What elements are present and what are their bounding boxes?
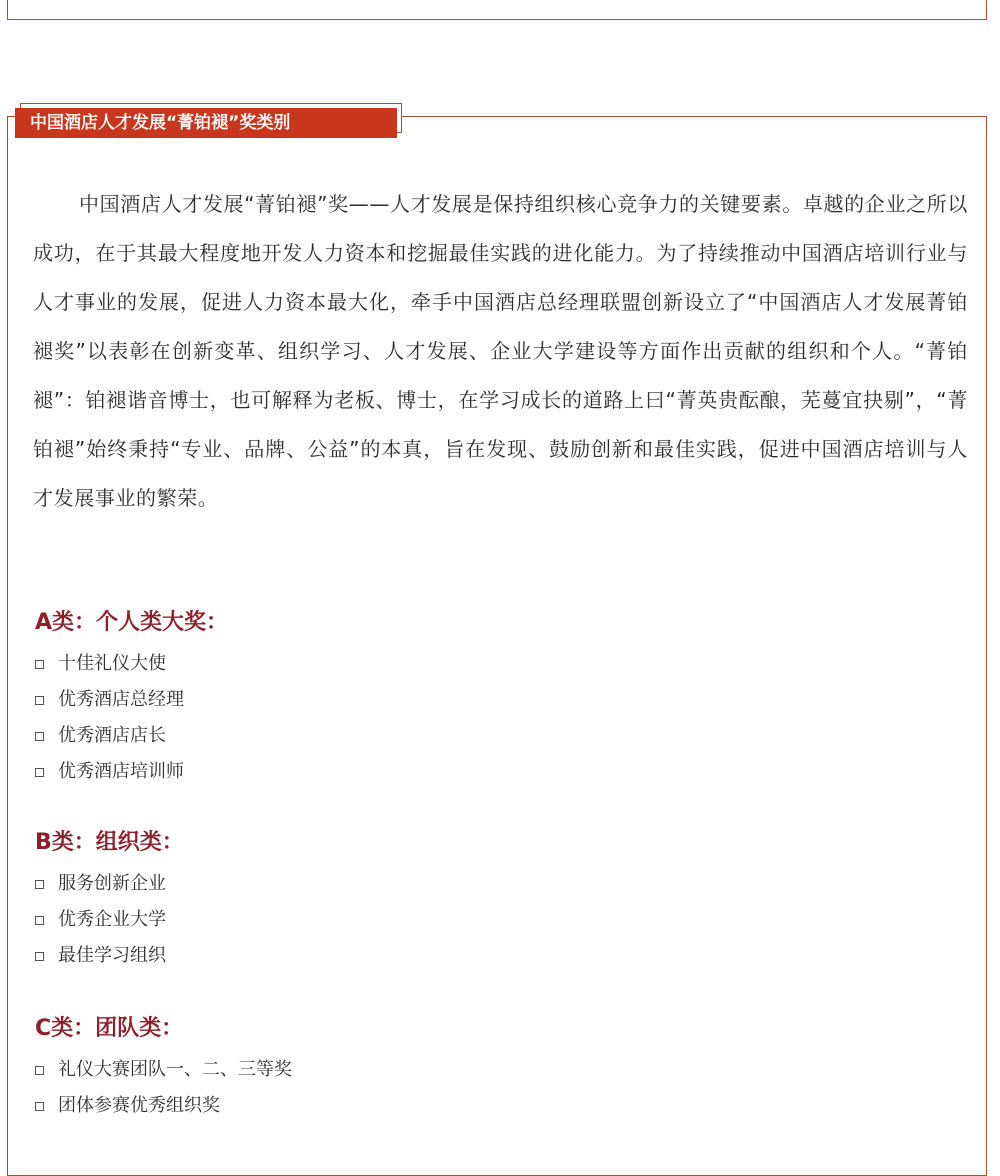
list-item bbox=[35, 1052, 292, 1088]
award-list bbox=[35, 866, 184, 974]
award-name: 优秀酒店培训师 bbox=[58, 761, 184, 782]
square-bullet-icon bbox=[35, 880, 44, 889]
square-bullet-icon bbox=[35, 1066, 44, 1075]
list-item bbox=[35, 718, 228, 754]
award-name: 最佳学习组织 bbox=[58, 945, 166, 966]
square-bullet-icon bbox=[35, 732, 44, 741]
list-item bbox=[35, 938, 184, 974]
category-b bbox=[35, 826, 184, 974]
category-a bbox=[35, 606, 228, 790]
square-bullet-icon bbox=[35, 952, 44, 961]
list-item bbox=[35, 682, 228, 718]
list-item bbox=[35, 1088, 292, 1124]
award-name: 礼仪大赛团队一、二、三等奖 bbox=[58, 1059, 292, 1080]
list-item bbox=[35, 754, 228, 790]
category-heading: A类：个人类大奖： bbox=[35, 610, 229, 635]
square-bullet-icon bbox=[35, 916, 44, 925]
list-item bbox=[35, 902, 184, 938]
award-list bbox=[35, 646, 228, 790]
square-bullet-icon bbox=[35, 768, 44, 777]
square-bullet-icon bbox=[35, 1102, 44, 1111]
award-name: 服务创新企业 bbox=[58, 873, 166, 894]
award-name: 团体参赛优秀组织奖 bbox=[58, 1095, 220, 1116]
award-name: 十佳礼仪大使 bbox=[58, 653, 166, 674]
square-bullet-icon bbox=[35, 696, 44, 705]
square-bullet-icon bbox=[35, 660, 44, 669]
category-heading: C类：团队类： bbox=[35, 1016, 184, 1041]
list-item bbox=[35, 866, 184, 902]
category-heading: B类：组织类： bbox=[35, 830, 184, 855]
award-name: 优秀酒店店长 bbox=[58, 725, 166, 746]
award-name: 优秀企业大学 bbox=[58, 909, 166, 930]
list-item bbox=[35, 646, 228, 682]
section-title-tab: 中国酒店人才发展“菁铂褪”奖类别 bbox=[15, 108, 397, 138]
award-list bbox=[35, 1052, 292, 1124]
award-name: 优秀酒店总经理 bbox=[58, 689, 184, 710]
top-section-frame bbox=[7, 0, 987, 20]
category-c bbox=[35, 1012, 292, 1124]
intro-paragraph: 中国酒店人才发展“菁铂褪”奖——人才发展是保持组织核心竞争力的关键要素。卓越的企业之所以成功，在于其最大程度地开发人力资本和挖掘最佳实践的进化能力。为了持续推动中国酒店培训行业与人才事业的发展，促进人力资本最大化，牵手中国酒店总经理联盟创新设立了“中国酒店人才发展菁铂褪奖”以表彰在创新变革、组织学习、人才发展、企业大学建设等方面作出贡献的组织和个人。“菁铂褪”：铂褪谐音博士，也可解释为老板、博士，在学习成长的道路上曰“菁英贵酝酿，芜蔓宜抉剔”，“菁铂褪”始终秉持“专业、品牌、公益”的本真，旨在发现、鼓励创新和最佳实践，促进中国酒店培训与人才发展事业的繁荣。 bbox=[33, 192, 968, 510]
